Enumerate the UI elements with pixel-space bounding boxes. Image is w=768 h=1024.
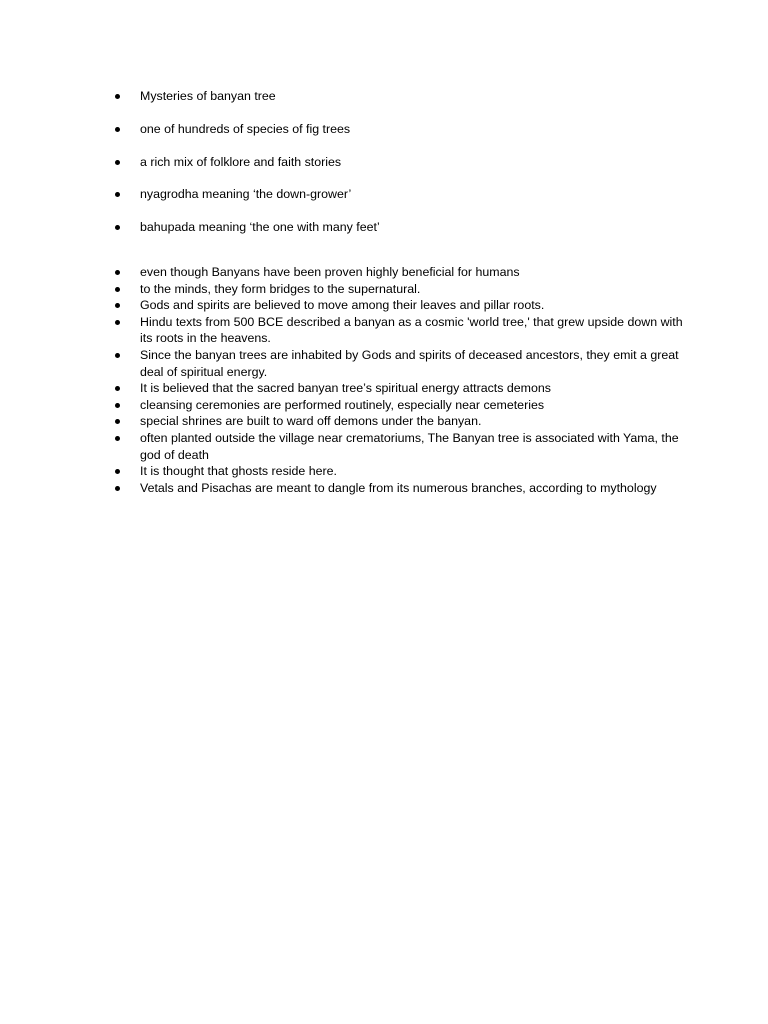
bullet-icon [115,403,120,408]
list-item-text: Vetals and Pisachas are meant to dangle from its numerous branches, according to mythology [140,480,657,495]
list-item [113,463,683,480]
bullet-icon [115,287,120,292]
list-item-text: nyagrodha meaning ‘the down-grower’ [140,187,352,202]
list-item-text: one of hundreds of species of fig trees [140,121,351,136]
list-item-text: Since the banyan trees are inhabited by Gods and spirits of deceased ancestors, they emit a great deal of spiritual energy. [140,347,679,379]
list-item-text: even though Banyans have been proven highly beneficial for humans [140,265,520,279]
bullet-icon [115,94,120,99]
bullet-icon [115,303,120,308]
list-item [113,264,683,281]
bullet-icon [115,160,120,165]
list-item [113,88,683,105]
bullet-list-details [113,264,683,496]
bullet-icon [115,270,120,275]
list-item-text: bahupada meaning ‘the one with many feet’ [140,220,380,235]
bullet-icon [115,386,120,391]
bullet-icon [115,436,120,441]
list-item-text: Gods and spirits are believed to move among their leaves and pillar roots. [140,298,545,313]
list-item [113,380,683,397]
bullet-icon [115,127,120,132]
list-item [113,480,683,497]
list-item-text: often planted outside the village near crematoriums, The Banyan tree is associated with Yama, the god of death [140,430,679,462]
list-item [113,314,683,347]
bullet-icon [115,486,120,491]
list-item [113,413,683,430]
bullet-icon [115,469,120,474]
list-item [113,430,683,463]
list-item-text: cleansing ceremonies are performed routinely, especially near cemeteries [140,397,545,412]
list-item [113,347,683,380]
list-item [113,219,683,236]
list-item-text: to the minds, they form bridges to the supernatural. [140,281,421,296]
list-item-text: Hindu texts from 500 BCE described a banyan as a cosmic 'world tree,' that grew upside down with its roots in the heavens. [140,314,683,346]
list-item [113,281,683,298]
list-item-text: It is believed that the sacred banyan tree’s spiritual energy attracts demons [140,381,551,396]
bullet-icon [115,353,120,358]
list-item [113,297,683,314]
list-item [113,397,683,414]
bullet-list-intro [113,88,683,252]
bullet-icon [115,192,120,197]
list-item [113,154,683,171]
list-item-text: Mysteries of banyan tree [140,89,276,103]
list-item [113,186,683,203]
list-item-text: It is thought that ghosts reside here. [140,464,337,479]
bullet-icon [115,225,120,230]
bullet-icon [115,419,120,424]
list-item-text: special shrines are built to ward off demons under the banyan. [140,414,482,429]
bullet-icon [115,320,120,325]
list-item [113,121,683,138]
list-item-text: a rich mix of folklore and faith stories [140,154,342,169]
